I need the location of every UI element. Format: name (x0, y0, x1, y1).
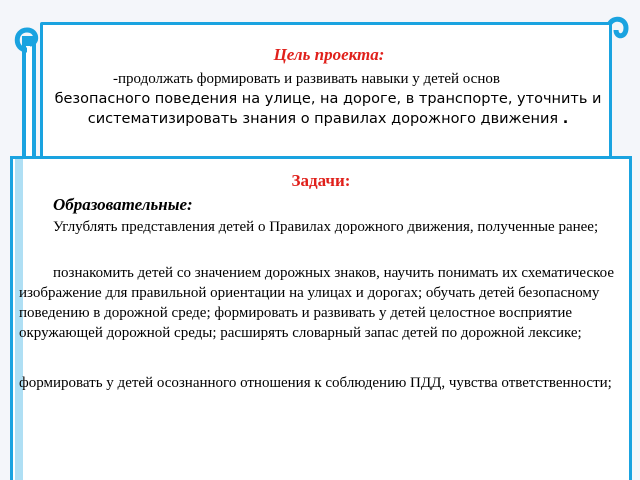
task-text-1: Углублять представления детей о Правилах дорожного движения, полученные ранее; (53, 219, 599, 235)
goal-text-line1: -продолжать формировать и развивать навыки у детей основ (113, 71, 500, 87)
scroll-curl-left-icon (10, 22, 44, 166)
goal-title: Цель проекта: (273, 45, 385, 64)
task-text-2: познакомить детей со значением дорожных знаков, научить понимать их схематическое изображение для правильной ориентации на улицах и дорогах; обучать детей безопасному поведению в дорожной среде; формировать и развивать у детей целостное восприятие окружающей дорожной среды; расширять словарный запас детей по дорожной лексике; (19, 265, 614, 341)
goal-text-body: безопасного поведения на улице, на дороге, в транспорте, уточнить и систематизировать знания о правилах дорожного движения (54, 91, 602, 127)
tasks-title: Задачи: (291, 171, 351, 190)
goal-panel (40, 22, 612, 160)
task-paragraph-3 (19, 373, 619, 393)
goal-text-rest (53, 89, 603, 129)
task-paragraph-1 (19, 217, 619, 237)
task-paragraph-2 (19, 263, 619, 343)
tasks-subtitle: Образовательные: (53, 195, 193, 214)
tasks-panel (10, 156, 632, 480)
goal-scroll (8, 16, 636, 166)
task-text-3: формировать у детей осознанного отношения к соблюдению ПДД, чувства ответственности; (19, 375, 612, 391)
goal-period: . (562, 111, 569, 127)
